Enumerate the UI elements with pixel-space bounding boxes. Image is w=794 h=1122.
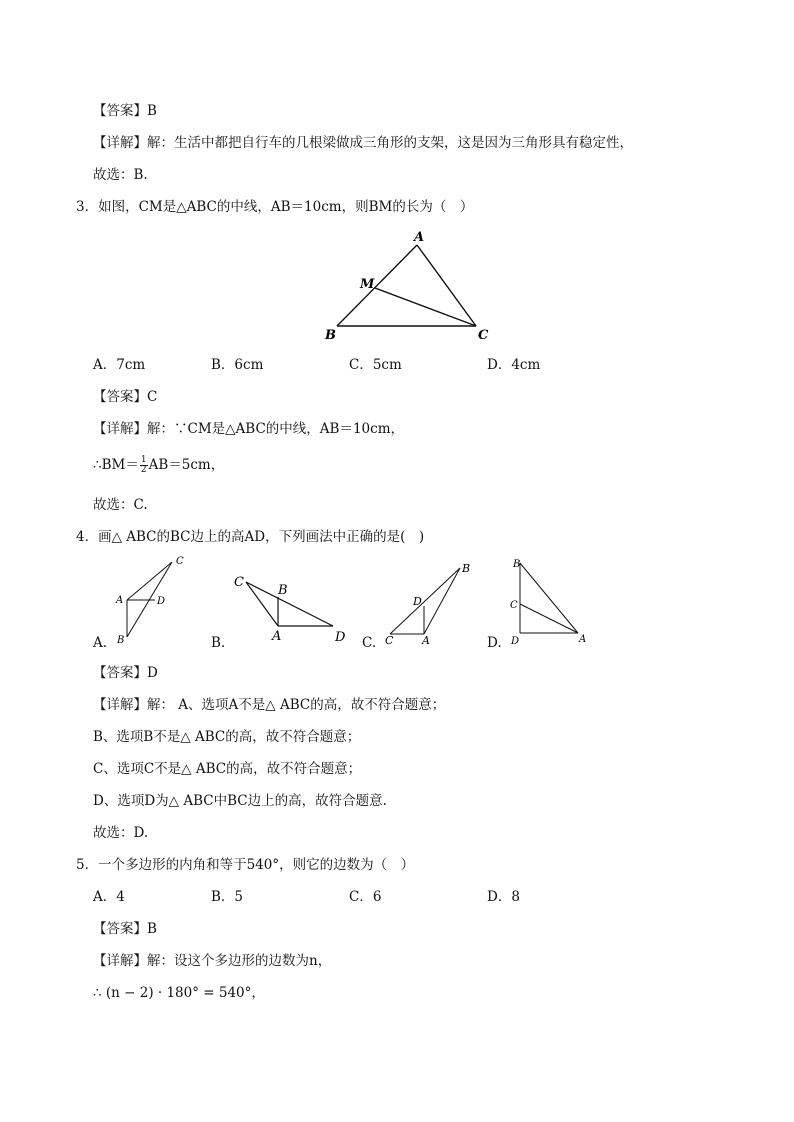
q3-conclusion: 故选：C. bbox=[93, 497, 148, 513]
q4d-label-b: B bbox=[513, 559, 521, 570]
q4-stem: 4．画△ ABC的BC边上的高AD，下列画法中正确的是( ) bbox=[76, 529, 425, 545]
q4d-label-d: D bbox=[511, 636, 520, 647]
q5-detail-2: ∴ (n − 2) · 180° = 540°， bbox=[93, 985, 265, 1001]
q4c-label-c: C bbox=[385, 634, 394, 647]
q4b-label-d: D bbox=[335, 630, 346, 645]
q4a-label-c: C bbox=[176, 556, 184, 567]
q4a-label-b: B bbox=[117, 635, 125, 646]
q5-stem: 5．一个多边形的内角和等于540°，则它的边数为（ ） bbox=[76, 857, 415, 873]
q4-figure-c bbox=[378, 558, 478, 648]
q4-figure-b bbox=[228, 570, 353, 645]
q4-figure-d bbox=[505, 553, 595, 648]
q3-answer: 【答案】C bbox=[93, 389, 158, 405]
q4a-label-d: D bbox=[157, 596, 166, 607]
q4c-label-d: D bbox=[413, 595, 422, 608]
q4-detail-2: B、选项B不是△ ABC的高，故不符合题意； bbox=[93, 729, 361, 745]
q4-detail-1: 【详解】解： A、选项A不是△ ABC的高，故不符合题意； bbox=[93, 697, 446, 713]
q3-label-m: M bbox=[360, 277, 375, 292]
q3-label-a: A bbox=[414, 230, 425, 245]
q3-option-d: D．4cm bbox=[487, 357, 541, 373]
q3-option-c: C．5cm bbox=[349, 357, 402, 373]
q5-option-b: B．5 bbox=[211, 889, 244, 905]
q4b-label-a: A bbox=[272, 629, 282, 644]
q5-detail-1: 【详解】解：设这个多边形的边数为n， bbox=[93, 953, 332, 969]
q4b-label-b: B bbox=[278, 583, 288, 598]
q3-label-b: B bbox=[325, 328, 336, 343]
q3-detail-1: 【详解】解：∵CM是△ABC的中线，AB＝10cm， bbox=[93, 421, 404, 437]
q4c-label-a: A bbox=[422, 634, 430, 647]
q2-conclusion: 故选：B. bbox=[93, 167, 148, 183]
q4-detail-4: D、选项D为△ ABC中BC边上的高，故符合题意. bbox=[93, 793, 387, 809]
q3-detail-2 bbox=[93, 452, 224, 478]
q5-option-a: A．4 bbox=[93, 889, 125, 905]
q4c-label-b: B bbox=[462, 562, 471, 575]
q3-stem: 3．如图，CM是△ABC的中线，AB＝10cm，则BM的长为（ ） bbox=[76, 199, 474, 215]
q4d-label-c: C bbox=[510, 600, 518, 611]
q5-option-c: C．6 bbox=[349, 889, 382, 905]
q4-detail-3: C、选项C不是△ ABC的高，故不符合题意； bbox=[93, 761, 362, 777]
fraction-one-half: $\frac{1}{2}$ bbox=[140, 455, 147, 475]
q3-triangle-figure bbox=[320, 225, 500, 345]
q2-detail: 【详解】解：生活中都把自行车的几根梁做成三角形的支架，这是因为三角形具有稳定性， bbox=[93, 135, 633, 151]
q3-detail-2-prefix: ∴BM＝ bbox=[93, 457, 139, 473]
q4-option-b-label: B. bbox=[211, 635, 226, 651]
q4d-label-a: A bbox=[579, 634, 587, 645]
q3-detail-2-suffix: AB＝5cm， bbox=[148, 457, 225, 473]
q3-option-b: B．6cm bbox=[211, 357, 264, 373]
q3-label-c: C bbox=[478, 328, 489, 343]
q4-figure-a bbox=[110, 552, 195, 647]
q4a-label-a: A bbox=[116, 595, 124, 606]
q4-option-c-label: C. bbox=[362, 635, 377, 651]
q4-answer: 【答案】D bbox=[93, 665, 158, 681]
q5-answer: 【答案】B bbox=[93, 921, 157, 937]
q4-option-a-label: A. bbox=[93, 635, 108, 651]
q4b-label-c: C bbox=[234, 575, 244, 590]
q4-option-d-label: D. bbox=[487, 635, 502, 651]
q4-conclusion: 故选：D. bbox=[93, 825, 149, 841]
q2-answer: 【答案】B bbox=[93, 103, 157, 119]
q5-option-d: D．8 bbox=[487, 889, 520, 905]
q3-option-a: A．7cm bbox=[93, 357, 146, 373]
